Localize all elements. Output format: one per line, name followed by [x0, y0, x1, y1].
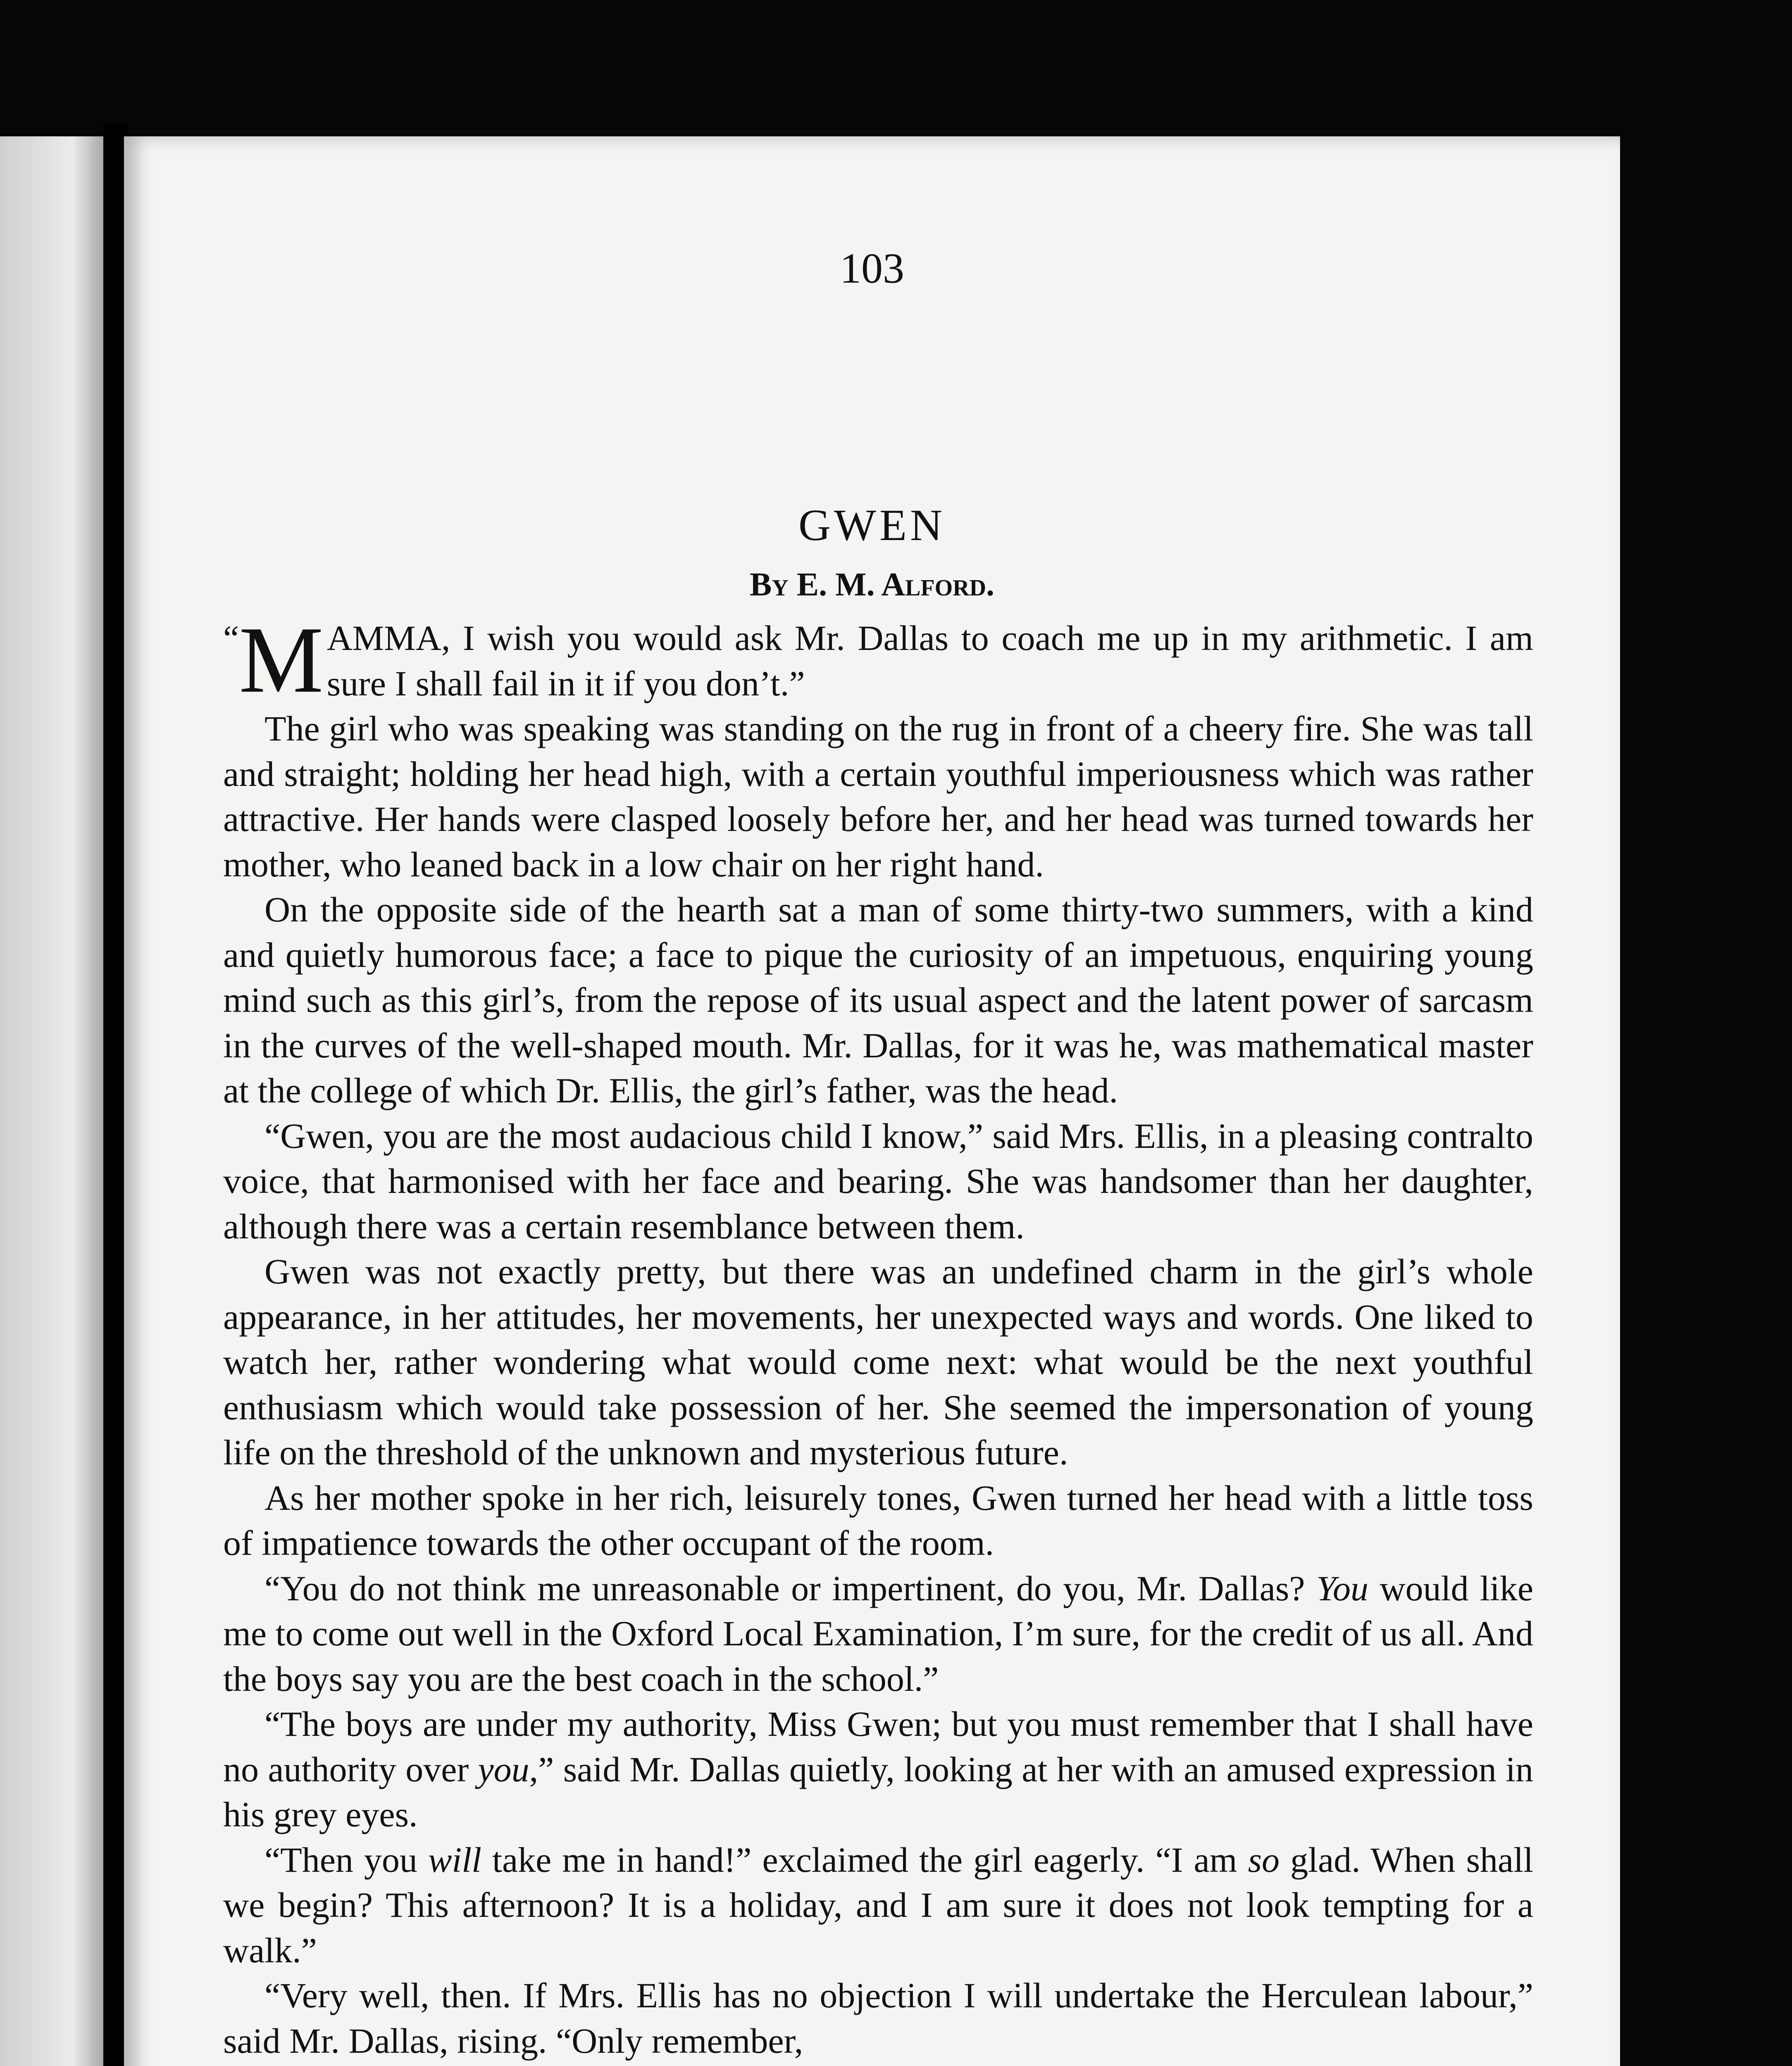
paragraph-text: On the opposite side of the hearth sat a man of some thirty-two summers, with a kind and quietly humorous face; a face to pique the curiosity of an impetuous, enquiring young mind such as this girl’s, from the repose of its usual aspect and the latent power of sarcasm in the curves of the well-shaped mouth. Mr. Dallas, for it was he, was mathematical master at the college of which Dr. Ellis, the girl’s father, was the head.: [223, 890, 1533, 1110]
story-paragraph: [223, 887, 1533, 1114]
page-number: 103: [840, 245, 904, 292]
story-paragraph: [223, 1566, 1533, 1702]
story-paragraph: [223, 1973, 1533, 2064]
story-paragraph: [223, 607, 1533, 712]
paragraph-text: “Very well, then. If Mrs. Ellis has no objection I will undertake the Herculean labour,” said Mr. Dallas, rising. “Only remember,: [223, 1976, 1533, 2061]
story-body: [223, 607, 1534, 2064]
paragraph-text: Gwen was not exactly pretty, but there was an undefined charm in the girl’s whole appearance, in her attitudes, her movements, her unexpected ways and words. One liked to watch her, rather wondering what would come next: what would be the next youthful enthusiasm which would take possession of her. She seemed the impersonation of young life on the threshold of the unknown and mysterious future.: [223, 1252, 1533, 1472]
drop-cap-letter: M: [239, 607, 324, 712]
story-paragraph: [223, 1476, 1533, 1566]
story-paragraph: [223, 1702, 1533, 1838]
paragraph-text: “Then you: [265, 1840, 428, 1880]
book-page: [124, 136, 1620, 2066]
paragraph-text: take me in hand!” exclaimed the girl eagerly. “I am: [481, 1840, 1248, 1880]
story-byline: By E. M. Alford.: [749, 566, 995, 603]
paragraph-text: As her mother spoke in her rich, leisurely tones, Gwen turned her head with a little toss of impatience towards the other occupant of the room.: [223, 1478, 1533, 1563]
italic-emphasis: will: [428, 1840, 482, 1880]
facing-page-edge: [0, 136, 103, 2066]
paragraph-text: AMMA, I wish you would ask Mr. Dallas to coach me up in my arithmetic. I am sure I shall fail in it if you don’t.”: [326, 618, 1533, 703]
italic-emphasis: you: [478, 1749, 529, 1789]
story-paragraph: [223, 1114, 1533, 1250]
paragraph-text: “Gwen, you are the most audacious child I know,” said Mrs. Ellis, in a pleasing contralto voice, that harmonised with her face and bearing. She was handsomer than her daughter, although there was a certain resemblance between them.: [223, 1116, 1533, 1246]
italic-emphasis: You: [1316, 1568, 1369, 1608]
paragraph-text: ,” said Mr. Dallas quietly, looking at her with an amused expression in his grey eyes.: [223, 1749, 1533, 1834]
paragraph-text: would like me to come out well in the Oxford Local Examination, I’m sure, for the credit of us all. And the boys say you are the best coach in the school.”: [223, 1568, 1533, 1699]
opening-quote: “: [223, 618, 239, 658]
drop-cap-block: [223, 607, 324, 712]
story-paragraph: [223, 1249, 1533, 1476]
paragraph-text: “You do not think me unreasonable or impertinent, do you, Mr. Dallas?: [265, 1568, 1317, 1608]
paragraph-text: The girl who was speaking was standing on the rug in front of a cheery fire. She was tall and straight; holding her head high, with a certain youthful imperiousness which was rather attractive. Her hands were clasped loosely before her, and her head was turned towards her mother, who leaned back in a low chair on her right hand.: [223, 709, 1533, 884]
story-paragraph: [223, 1838, 1533, 1973]
italic-emphasis: so: [1248, 1840, 1280, 1880]
story-paragraph: [223, 706, 1533, 887]
paragraph-text: “The boys are under my authority, Miss Gwen; but you must remember that I shall have no authority over: [223, 1704, 1533, 1789]
paragraph-text: glad. When shall we begin? This afternoon? It is a holiday, and I am sure it does not look tempting for a walk.”: [223, 1840, 1534, 1970]
story-title: GWEN: [798, 501, 946, 550]
